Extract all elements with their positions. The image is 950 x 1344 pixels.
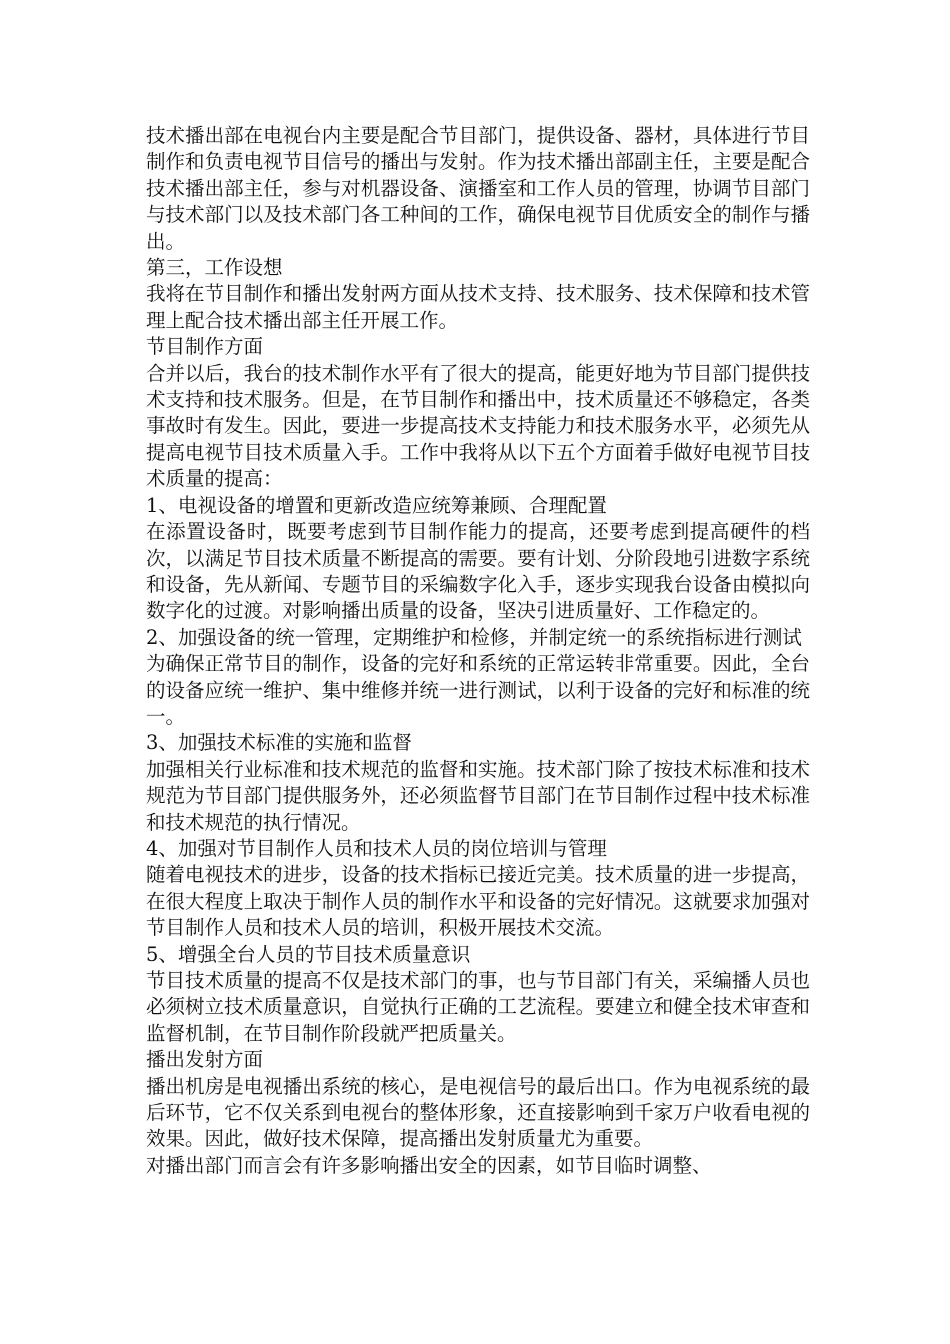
item-body-3: 加强相关行业标准和技术规范的监督和实施。技术部门除了按技术标准和技术规范为节目部门提供服务外，还必须监督节目部门在节目制作过程中技术标准和技术规范的执行情况。: [146, 757, 810, 834]
paragraph-plan-summary: 我将在节目制作和播出发射两方面从技术支持、技术服务、技术保障和技术管理上配合技术播出部主任开展工作。: [146, 282, 810, 332]
paragraph-production-overview: 合并以后，我台的技术制作水平有了很大的提高，能更好地为节目部门提供技术支持和技术服务。但是，在节目制作和播出中，技术质量还不够稳定，各类事故时有发生。因此，要进一步提高技术支持能力和技术服务水平，必须先从提高电视节目技术质量入手。工作中我将从以下五个方面着手做好电视节目技术质量的提高：: [146, 361, 810, 491]
document-body: [146, 123, 810, 1179]
item-heading-4: 4、加强对节目制作人员和技术人员的岗位培训与管理: [146, 836, 607, 860]
item-body-5: 节目技术质量的提高不仅是技术部门的事，也与节目部门有关，采编播人员也必须树立技术质量意识，自觉执行正确的工艺流程。要建立和健全技术审查和监督机制，在节目制作阶段就严把质量关。: [146, 969, 810, 1045]
item-heading-2: 2、加强设备的统一管理，定期维护和检修，并制定统一的系统指标进行测试: [146, 625, 802, 649]
item-body-2: 为确保正常节目的制作，设备的完好和系统的正常运转非常重要。因此，全台的设备应统一维护、集中维修并统一进行测试，以利于设备的完好和标准的统一。: [146, 652, 810, 728]
paragraph-broadcast-factors: 对播出部门而言会有许多影响播出安全的因素，如节目临时调整、: [146, 1153, 712, 1177]
heading-broadcast-transmission: 播出发射方面: [146, 1048, 264, 1072]
heading-work-plan: 第三，工作设想: [146, 256, 283, 280]
paragraph-intro: 技术播出部在电视台内主要是配合节目部门，提供设备、器材，具体进行节目制作和负责电视节目信号的播出与发射。作为技术播出部副主任，主要是配合技术播出部主任，参与对机器设备、演播室和工作人员的管理，协调节目部门与技术部门以及技术部门各工种间的工作，确保电视节目优质安全的制作与播出。: [146, 124, 810, 253]
item-body-4: 随着电视技术的进步，设备的技术指标已接近完美。技术质量的进一步提高，在很大程度上取决于制作人员的制作水平和设备的完好情况。这就要求加强对节目制作人员和技术人员的培训，积极开展技术交流。: [146, 863, 810, 940]
paragraph-broadcast-core: 播出机房是电视播出系统的核心，是电视信号的最后出口。作为电视系统的最后环节，它不仅关系到电视台的整体形象，还直接影响到千家万户收看电视的效果。因此，做好技术保障，提高播出发射质量尤为重要。: [146, 1074, 810, 1151]
item-heading-3: 3、加强技术标准的实施和监督: [146, 731, 412, 755]
item-heading-5: 5、增强全台人员的节目技术质量意识: [146, 942, 471, 966]
item-heading-1: 1、电视设备的增置和更新改造应统筹兼顾、合理配置: [146, 493, 607, 517]
item-body-1: 在添置设备时，既要考虑到节目制作能力的提高，还要考虑到提高硬件的档次，以满足节目技术质量不断提高的需要。要有计划、分阶段地引进数字系统和设备，先从新闻、专题节目的采编数字化入手，逐步实现我台设备由模拟向数字化的过渡。对影响播出质量的设备，坚决引进质量好、工作稳定的。: [146, 520, 810, 623]
heading-program-production: 节目制作方面: [146, 335, 264, 359]
